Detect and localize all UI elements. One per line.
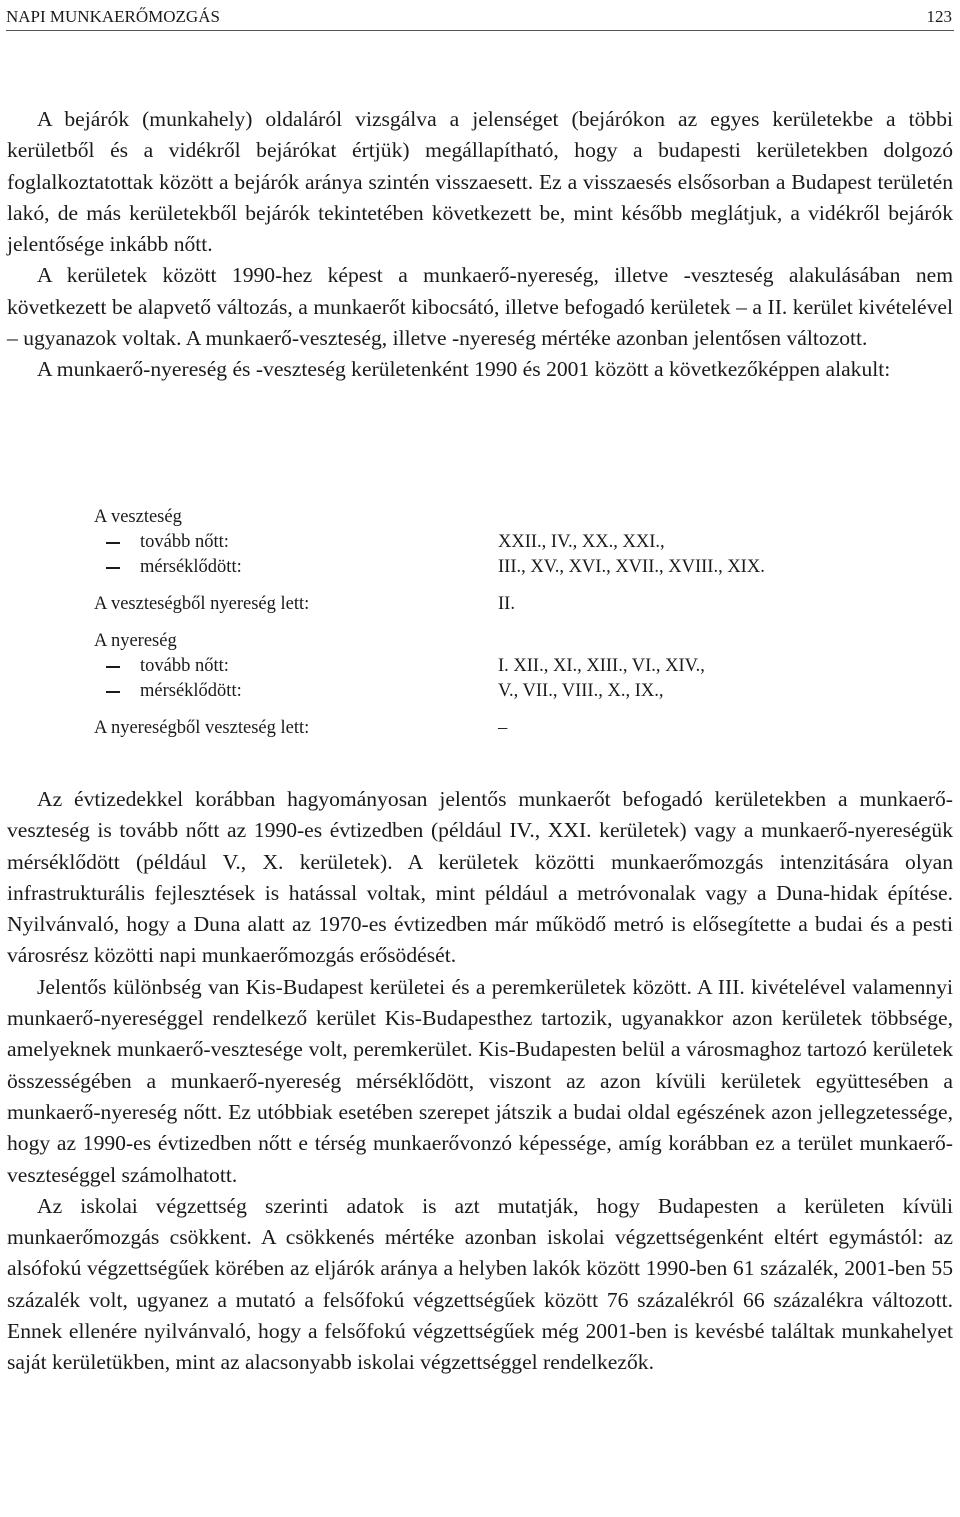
summary-value: III., XV., XVI., XVII., XVIII., XIX. [498,557,765,577]
intro-text [7,104,953,386]
summary-label: tovább nőtt: [140,532,229,552]
summary-value: XXII., IV., XX., XXI., [498,532,665,552]
running-title: NAPI MUNKAERŐMOZGÁS [6,7,220,26]
paragraph: A munkaerő-nyereség és -veszteség kerületenként 1990 és 2001 között a következőképpen alakult: [37,357,891,382]
discussion-text [7,784,953,1379]
page-number: 123 [926,7,952,26]
paragraph: Az évtizedekkel korábban hagyományosan jelentős munkaerőt befogadó kerületekben a munkaerő-veszteség is tovább nőtt az 1990-es évtizedben (például IV., XXI. kerületek) vagy a munkaerő-nyereségük mérséklődött (például V., X. kerületek). A kerületek közötti munkaerőmozgás intenzitására olyan infrastrukturális fejlesztések is hatással voltak, mint például a metróvonalak vagy a Duna-hidak építése. Nyilvánvaló, hogy a Duna alatt az 1970-es évtizedben már működő metró is elősegítette a budai és a pesti városrész közötti napi munkaerőmozgás erősödését. [7,787,953,968]
summary-value: II. [498,594,515,614]
summary-value: – [498,718,508,738]
summary-label: tovább nőtt: [140,656,229,676]
summary-row [94,530,854,555]
summary-value: V., VII., VIII., X., IX., [498,681,664,701]
paragraph: Az iskolai végzettség szerinti adatok is azt mutatják, hogy Budapesten a kerületen kívüli munkaerőmozgás csökkent. A csökkenés mértéke azonban iskolai végzettségenként eltért egymástól: az alsófokú végzettségűek körében az eljárók aránya a helyben lakók között 1990-ben 61 százalék, 2001-ben 55 százalék volt, ugyanez a mutató a felsőfokú végzettségűek között 76 százalékról 66 százalékra változott. Ennek ellenére nyilvánvaló, hogy a felsőfokú végzettségűek még 2001-ben is kevésbé találtak munkahelyet saját kerületükben, mint az alacsonyabb iskolai végzettséggel rendelkezők. [7,1193,953,1375]
summary-row [94,654,854,679]
dash-bullet [106,567,120,569]
summary-label: mérséklődött: [140,557,242,577]
paragraph: A bejárók (munkahely) oldaláról vizsgálva a jelenséget (bejárókon az egyes kerületekbe a többi kerületből és a vidékről bejárókat értjük) megállapítható, hogy a budapesti kerületekben dolgozó foglalkoztatottak között a bejárók aránya szintén visszaesett. Ez a visszaesés elsősorban a Budapest területén lakó, de más kerületekből bejárók tekintetében következett be, mint később meglátjuk, a vidékről bejárók jelentősége inkább nőtt. [7,107,953,257]
district-summary-list [94,505,854,741]
summary-row [94,679,854,704]
summary-row [94,592,854,617]
gain-heading: A nyereség [94,631,177,651]
summary-label: mérséklődött: [140,681,242,701]
dash-bullet [106,691,120,693]
running-header [6,6,954,31]
loss-heading: A veszteség [94,507,182,527]
paragraph: A kerületek között 1990-hez képest a munkaerő-nyereség, illetve -veszteség alakulásában nem következett be alapvető változás, a munkaerőt kibocsátó, illetve befogadó kerületek – a II. kerület kivételével – ugyanazok voltak. A munkaerő-veszteség, illetve -nyereség mértéke azonban jelentősen változott. [7,263,953,351]
summary-row [94,555,854,580]
summary-row [94,716,854,741]
summary-label: A veszteségből nyereség lett: [94,594,310,614]
summary-label: A nyereségből veszteség lett: [94,718,310,738]
paragraph: Jelentős különbség van Kis-Budapest kerületei és a peremkerületek között. A III. kivételével valamennyi munkaerő-nyereséggel rendelkező kerület Kis-Budapesthez tartozik, ugyanakkor azon kerületek többsége, amelyeknek munkaerő-vesztesége volt, peremkerület. Kis-Budapesten belül a városmaghoz tartozó kerületek összességében a munkaerő-nyereség mérséklődött, viszont az azon kívüli kerületek együttesében a munkaerő-nyereség nőtt. Ez utóbbiak esetében szerepet játszik a budai oldal egészének azon jellegzetessége, hogy az 1990-es évtizedben nőtt e térség munkaerővonzó képessége, amíg korábban ez a terület munkaerő-veszteséggel számolhatott. [7,974,953,1187]
summary-value: I. XII., XI., XIII., VI., XIV., [498,656,705,676]
dash-bullet [106,542,120,544]
dash-bullet [106,666,120,668]
